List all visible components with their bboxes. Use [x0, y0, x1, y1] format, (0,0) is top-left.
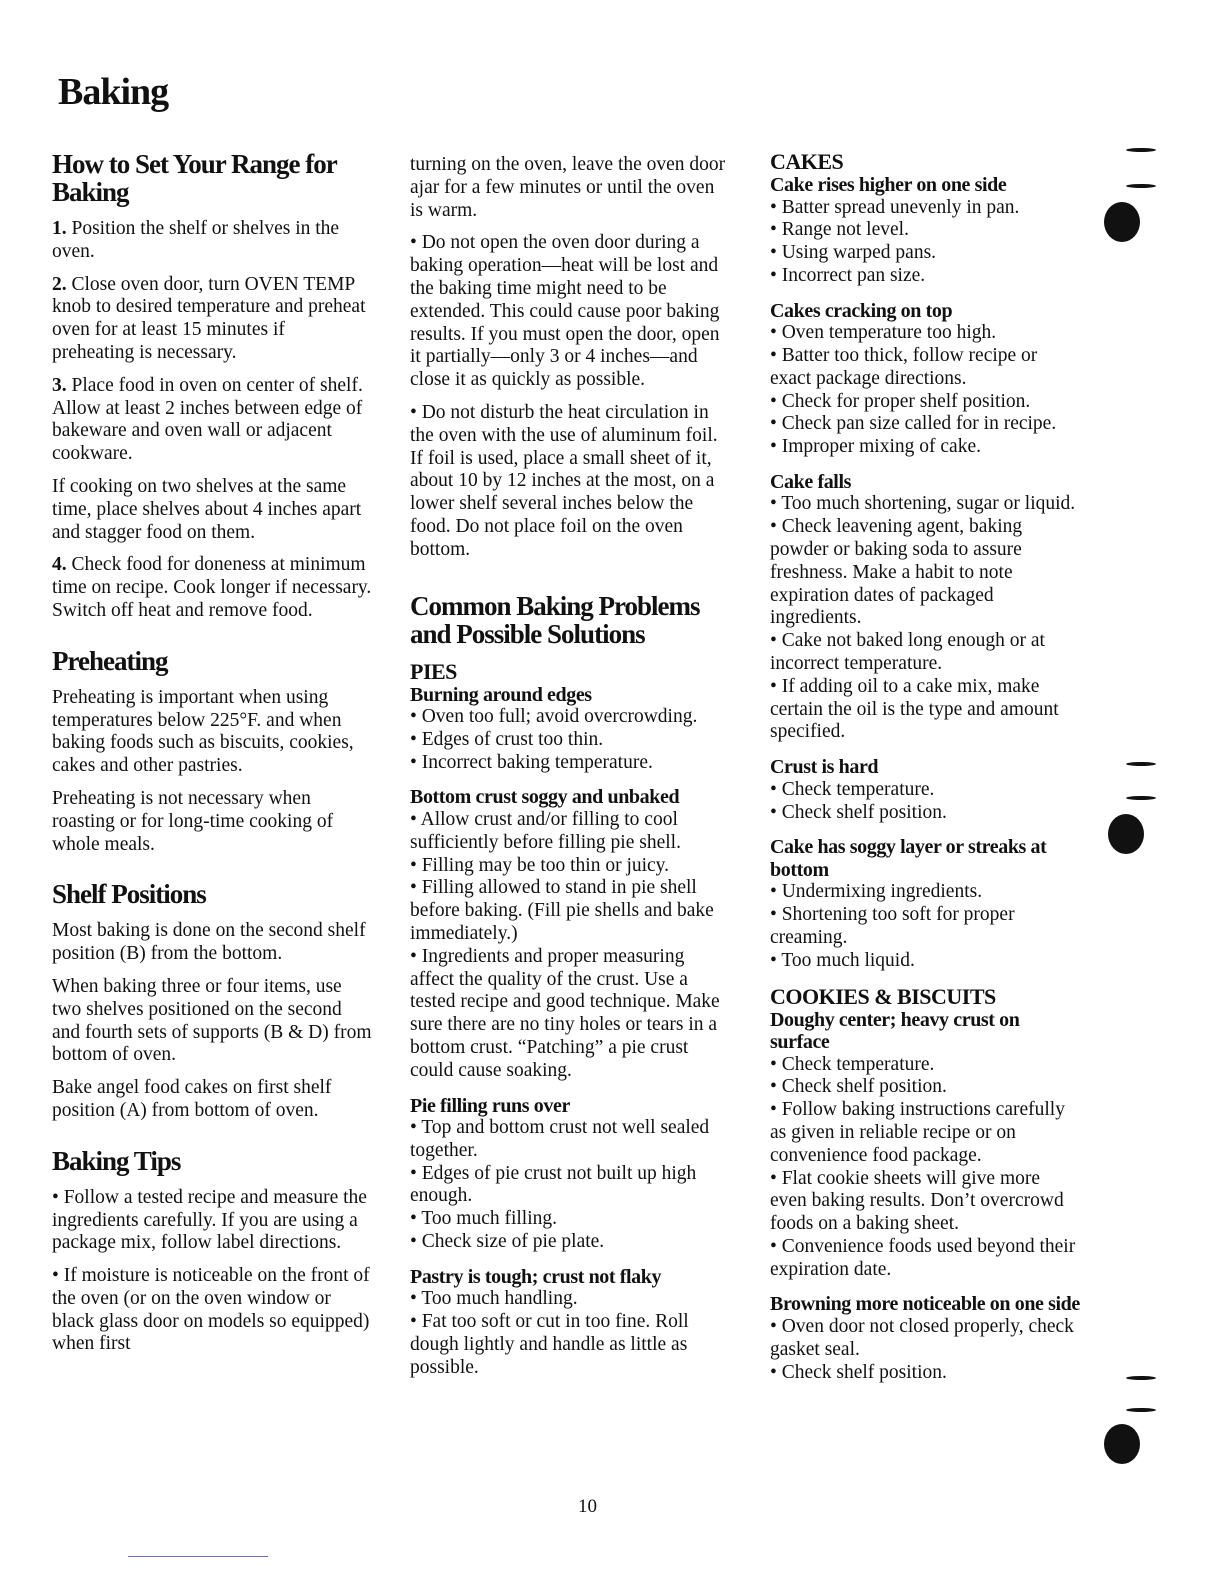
list-item: • Ingredients and proper measuring affect the quality of the crust. Use a tested recipe and good technique. Make sure there are no tiny holes or tears in a bottom crust. “Patching” a pie crust could cause soaking.: [410, 945, 720, 1081]
tip-para: • Do not disturb the heat circulation in the oven with the use of aluminum foil. If foil is used, place a small sheet of it, about 10 by 12 inches at the most, on a lower shelf several inches below the food. Do not place foil on the oven bottom.: [410, 401, 718, 560]
cakes-heading: CAKES: [770, 149, 844, 174]
punch-mark: [1104, 1424, 1140, 1464]
tip-para: turning on the oven, leave the oven door ajar for a few minutes or until the oven is warm.: [410, 154, 726, 221]
list-item: • Filling allowed to stand in pie shell before baking. (Fill pie shells and bake immediately.): [410, 877, 714, 944]
list-item: • Incorrect baking temperature.: [410, 751, 653, 773]
bottom-rule: [128, 1556, 268, 1557]
problem-title: Bottom crust soggy and unbaked: [410, 786, 680, 809]
punch-mark: [1108, 814, 1144, 854]
problem-title: Browning more noticeable on one side: [770, 1293, 1080, 1316]
list-item: • Check leavening agent, baking powder or baking soda to assure freshness. Make a habit to note expiration dates of packaged ingredients.: [770, 516, 1023, 629]
problem-group: [770, 756, 1080, 824]
problem-group: [770, 836, 1080, 972]
list-item: • Convenience foods used beyond their expiration date.: [770, 1235, 1076, 1280]
list-item: • Too much liquid.: [770, 949, 915, 971]
column-2: [410, 154, 728, 1391]
problem-title: Cake has soggy layer or streaks at bottom: [770, 836, 1047, 881]
problem-group: [410, 786, 728, 1082]
punch-mark: [1126, 762, 1156, 766]
shelf-para: Most baking is done on the second shelf position (B) from the bottom.: [52, 920, 366, 965]
problem-title: Doughy center; heavy crust on surface: [770, 1008, 1020, 1054]
list-item: • Using warped pans.: [770, 242, 937, 264]
list-item: • Too much filling.: [410, 1208, 558, 1230]
problem-title: Burning around edges: [410, 683, 592, 706]
list-item: • Filling may be too thin or juicy.: [410, 854, 670, 876]
list-item: • If adding oil to a cake mix, make certain the oil is the type and amount specified.: [770, 675, 1059, 743]
list-item: • Batter too thick, follow recipe or exact package directions.: [770, 344, 1038, 389]
list-item: • Fat too soft or cut in too fine. Roll dough lightly and handle as little as possible.: [410, 1311, 689, 1378]
list-item: • Edges of pie crust not built up high enough.: [410, 1162, 697, 1207]
page-title: Baking: [58, 71, 169, 113]
how-to-heading: How to Set Your Range for Baking: [52, 149, 337, 207]
list-item: • Too much shortening, sugar or liquid.: [770, 493, 1076, 515]
shelf-positions-heading: Shelf Positions: [52, 879, 206, 910]
problem-group: [770, 471, 1080, 744]
list-item: • Oven temperature too high.: [770, 322, 997, 344]
problems-heading: Common Baking Problems and Possible Solutions: [410, 590, 700, 649]
tip-para: • Do not open the oven door during a baking operation—heat will be lost and the baking time might need to be extended. This could cause poor baking results. If you must open the door, open it partially—only 3 or 4 inches—and close it as quickly as possible.: [410, 232, 720, 391]
list-item: • Shortening too soft for proper creaming.: [770, 904, 1015, 948]
list-item: • Batter spread unevenly in pan.: [770, 196, 1020, 218]
problem-title: Cake falls: [770, 470, 852, 493]
list-item: • Follow baking instructions carefully as given in reliable recipe or on convenience food package.: [770, 1099, 1065, 1166]
tip-para: • Follow a tested recipe and measure the ingredients carefully. If you are using a package mix, follow label directions.: [52, 1186, 367, 1254]
step-4: 4. Check food for doneness at minimum time on recipe. Cook longer if necessary. Switch off heat and remove food.: [52, 554, 372, 621]
list-item: • Oven door not closed properly, check gasket seal.: [770, 1315, 1074, 1360]
problem-title: Pie filling runs over: [410, 1094, 570, 1117]
list-item: • Check shelf position.: [770, 1076, 947, 1098]
punch-mark: [1126, 184, 1156, 188]
list-item: • Range not level.: [770, 219, 909, 241]
list-item: • Check size of pie plate.: [410, 1230, 605, 1252]
list-item: • Flat cookie sheets will give more even baking results. Don’t overcrowd foods on a baking sheet.: [770, 1167, 1064, 1235]
preheating-para: Preheating is not necessary when roasting or for long-time cooking of whole meals.: [52, 787, 334, 855]
problem-title: Crust is hard: [770, 756, 879, 779]
problem-group: [770, 1009, 1080, 1282]
list-item: • Oven too full; avoid overcrowding.: [410, 706, 698, 728]
tip-para: • If moisture is noticeable on the front of the oven (or on the oven window or black glass door on models so equipped) when first: [52, 1265, 370, 1355]
punch-mark: [1126, 1408, 1156, 1412]
shelf-para: Bake angel food cakes on first shelf position (A) from bottom of oven.: [52, 1077, 332, 1121]
column-3: [770, 150, 1080, 1396]
cookies-heading: COOKIES & BISCUITS: [770, 983, 996, 1009]
pies-heading: PIES: [410, 658, 457, 684]
problem-group: [410, 684, 728, 775]
list-item: • Undermixing ingredients.: [770, 881, 983, 903]
punch-mark: [1126, 1376, 1156, 1380]
list-item: • Check temperature.: [770, 1053, 935, 1075]
shelf-para: When baking three or four items, use two shelves positioned on the second and fourth sets of supports (B & D) from bottom of oven.: [52, 975, 372, 1066]
list-item: • Too much handling.: [410, 1288, 578, 1310]
list-item: • Allow crust and/or filling to cool sufficiently before filling pie shell.: [410, 808, 681, 853]
preheating-heading: Preheating: [52, 645, 168, 676]
problem-group: [410, 1095, 728, 1254]
problem-group: [770, 300, 1080, 459]
list-item: • Incorrect pan size.: [770, 264, 926, 286]
list-item: • Check temperature.: [770, 778, 935, 800]
step-3-note: If cooking on two shelves at the same time, place shelves about 4 inches apart and stagger food on them.: [52, 475, 362, 543]
problem-title: Cakes cracking on top: [770, 299, 953, 322]
problem-group: [410, 1266, 728, 1380]
step-2: 2. Close oven door, turn OVEN TEMP knob to desired temperature and preheat oven for at least 15 minutes if preheating is necessary.: [52, 273, 366, 363]
column-1: [52, 150, 372, 1366]
problem-title: Cake rises higher on one side: [770, 174, 1007, 196]
step-3: 3. Place food in oven on center of shelf. Allow at least 2 inches between edge of bakeware and oven wall or adjacent cookware.: [52, 374, 363, 465]
list-item: • Check for proper shelf position.: [770, 390, 1031, 412]
punch-mark: [1104, 202, 1140, 242]
list-item: • Edges of crust too thin.: [410, 728, 604, 750]
list-item: • Improper mixing of cake.: [770, 436, 981, 458]
punch-mark: [1126, 796, 1156, 800]
list-item: • Top and bottom crust not well sealed together.: [410, 1117, 710, 1161]
punch-mark: [1126, 148, 1156, 152]
page-number: 10: [578, 1496, 597, 1517]
list-item: • Check pan size called for in recipe.: [770, 413, 1057, 435]
step-1: 1. Position the shelf or shelves in the oven.: [52, 218, 340, 262]
list-item: • Check shelf position.: [770, 801, 947, 823]
list-item: • Check shelf position.: [770, 1361, 947, 1383]
list-item: • Cake not baked long enough or at incorrect temperature.: [770, 630, 1045, 675]
problem-group: [770, 174, 1080, 288]
problem-title: Pastry is tough; crust not flaky: [410, 1265, 662, 1288]
preheating-para: Preheating is important when using temperatures below 225°F. and when baking foods such as biscuits, cookies, cakes and other pastries.: [52, 686, 354, 777]
problem-group: [770, 1293, 1080, 1384]
baking-tips-heading: Baking Tips: [52, 1145, 181, 1176]
